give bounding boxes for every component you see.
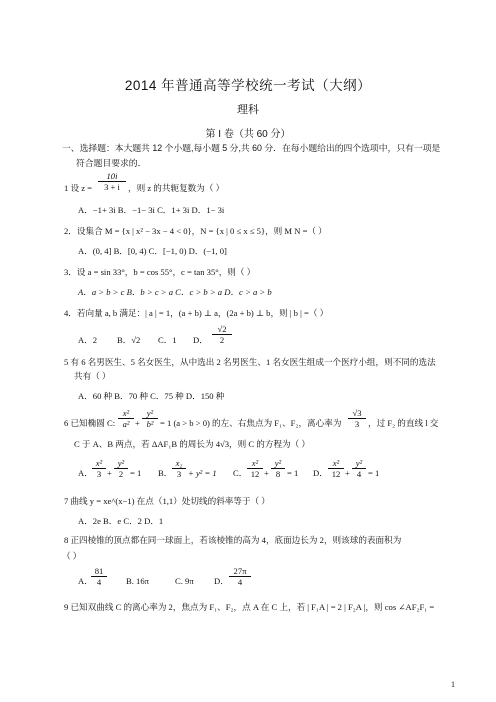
page-title: 2014 年普通高等学校统一考试（大纲） <box>124 78 372 93</box>
frac-num: y² <box>271 458 285 469</box>
frac-den: 4 <box>356 469 362 479</box>
q6-option-d-label: D． <box>313 468 328 478</box>
q1-stem-a: 1 设 z = <box>64 183 92 193</box>
q6-option-c-eq: = 1 <box>287 468 299 478</box>
q4-option-c: C．1 <box>158 335 177 345</box>
q7-options: A．2e B．e C．2 D．1 <box>78 516 164 526</box>
q1-frac-den: 3 + i <box>104 182 120 192</box>
frac-num: x₂ <box>172 458 186 469</box>
q6-option-b-tail: + y² = 1 <box>188 468 217 478</box>
frac-num: y² <box>114 458 128 469</box>
q4-d-num: √2 <box>212 324 232 335</box>
subject-label: 理科 <box>237 104 259 116</box>
q8-option-d-frac <box>229 566 251 587</box>
frac-den: 4 <box>96 577 102 587</box>
q6-ecc-frac <box>348 408 366 429</box>
q6-x-frac <box>118 408 134 429</box>
section-heading: 第 I 卷（共 60 分） <box>205 129 291 140</box>
q1-stem-b: ，则 z 的共轭复数为（ ） <box>128 183 225 193</box>
instructions-line-2: 符合题目要求的． <box>76 158 147 168</box>
q6-option-b-label: B． <box>158 468 173 478</box>
q6-option-c-frac-1 <box>247 458 263 479</box>
q6-option-c-label: C． <box>233 468 248 478</box>
q7-stem: 7 曲线 y = xe^(x−1) 在点（1,1）处切线的斜率等于（ ） <box>64 496 270 506</box>
q1-options: A．−1+ 3i B．−1− 3i C．1+ 3i D．1− 3i <box>78 205 225 215</box>
q6-y2: y² <box>142 408 158 419</box>
q8-option-a-label: A． <box>78 576 93 586</box>
frac-num: x² <box>92 458 106 469</box>
q8-stem: 8 正四棱锥的顶点都在同一球面上，若该棱锥的高为 4，底面边长为 2，则该球的表面积为 <box>64 535 402 545</box>
q6-option-d-frac-2 <box>352 458 366 479</box>
q4-stem: 4．若向量 a, b 满足：| a | = 1，(a + b) ⊥ a，(2a + b) ⊥ b，则 | b | =（ ） <box>64 308 329 318</box>
frac-num: x² <box>247 458 263 469</box>
q6-ecc-den: 3 <box>354 419 360 429</box>
q3-options: A．a > b > c B．b > c > a C．c > b > a D．c > a > b <box>78 287 272 297</box>
q8-stem-2: （ ） <box>62 551 82 561</box>
q6-stem-c: ，过 F₂ 的直线 l 交 <box>368 418 439 428</box>
q4-option-d-fraction <box>212 324 232 345</box>
q6-option-b-frac <box>172 458 186 479</box>
exam-page: 2014 年普通高等学校统一考试（大纲） 理科 第 I 卷（共 60 分） 一、选择题：本大题共 12 个小题,每小题 5 分,共 60 分．在每小题给出的四个选项中，只有一项是 符合题目要求的． 1 设 z = $\frac{10i}{3 + i}$ ，则 z 的共轭复数为（ ） A．−1+ 3i B．−1− 3i C．1+ 3i D．1− 3i 2．设集合 M = {x | x² − 3x − 4 < 0}，N = {x | 0 ≤ x ≤ 5}，则 M N =（ ） A．(0, 4] B．[0, 4) C．[−1, 0) D．(−1, 0] 3．设 a = sin 33°，b = cos 55°，c = tan 35°，则（ ） A．a > b > c B．b > c > a C．c > b > a D．c > a > b 4．若向量 a, b 满足：| a | = 1，(a + b) ⊥ a，(2a + b) ⊥ b，则 | b | =（ ） A．2 B．√2 C．1 D． $\frac{√2}{2}$ 5 有 6 名男医生、5 名女医生，从中选出 2 名男医生、1 名女医生组成一个医疗小组，则不同的选法 共有（ ） A．60 种 B．70 种 C．75 种 D．150 种 6 已知椭圆 C: $\frac{\text{x²}}{\text{a²}}$ + $\frac{\text{y²}}{\text{b²}}$ = 1 (a > b > 0) 的左、右焦点为 F₁、F₂，离心率为 $\frac{√3}{3}$ ，过 F₂ 的直线 l 交 C 于 A、B 两点，若 ΔAF₁B 的周长为 4√3，则 C 的方程为（ ） A． $\frac{\text{x²}}{3}$ + $\frac{\text{y²}}{2}$ = 1 B． $\frac{\text{x₂}}{3}$ + y² = 1 C． $\frac{\text{x²}}{12}$ + $\frac{\text{y²}}{8}$ = 1 D． $\frac{\text{x²}}{12}$ + $\frac{\text{y²}}{4}$ = 1 7 曲线 y = xe^(x−1) 在点（1,1）处切线的斜率等于（ ） A．2e B．e C．2 D．1 8 正四棱锥的顶点都在同一球面上，若该棱锥的高为 4，底面边长为 2，则该球的表面积为 （ ） A． $\frac{81}{4}$ B. 16π C. 9π D． $\frac{27\pi}{4}$ 9 已知双曲线 C 的离心率为 2，焦点为 F₁、F₂，点 A 在 C 上，若 | F₁A | = 2 | F₂A |，则 cos ∠AF₂F₁ = 1 <box>0 0 496 702</box>
q6-option-a-eq: = 1 <box>130 468 142 478</box>
frac-den: 3 <box>96 469 102 479</box>
q6-stem-b: = 1 (a > b > 0) 的左、右焦点为 F₁、F₂，离心率为 <box>160 418 342 428</box>
q1-frac-num: 10i <box>98 171 126 182</box>
q6-stem-2: C 于 A、B 两点，若 ΔAF₁B 的周长为 4√3，则 C 的方程为（ ） <box>74 439 310 449</box>
q6-option-c-frac-2 <box>271 458 285 479</box>
q8-option-c: C. 9π <box>175 576 194 586</box>
frac-den: 12 <box>250 469 260 479</box>
page-number: 1 <box>451 680 455 689</box>
frac-den: 8 <box>275 469 281 479</box>
q5-options: A．60 种 B．70 种 C．75 种 D．150 种 <box>78 391 225 401</box>
q2-options: A．(0, 4] B．[0, 4) C．[−1, 0) D．(−1, 0] <box>78 246 227 256</box>
q8-option-a-frac <box>91 566 107 587</box>
q5-stem-2: 共有（ ） <box>74 371 111 381</box>
q4-d-den: 2 <box>219 335 225 345</box>
frac-den: 12 <box>331 469 341 479</box>
q6-option-a-frac-1 <box>92 458 106 479</box>
q4-option-b: B．√2 <box>117 335 141 345</box>
frac-num: 27π <box>229 566 251 577</box>
q6-option-d-eq: = 1 <box>368 468 380 478</box>
q1-fraction <box>98 171 126 192</box>
q6-y-frac <box>142 408 158 429</box>
q8-option-b: B. 16π <box>126 576 149 586</box>
q3-stem: 3．设 a = sin 33°，b = cos 55°，c = tan 35°，则（ ） <box>64 267 256 277</box>
q6-a2: a² <box>122 419 130 429</box>
frac-num: 81 <box>91 566 107 577</box>
frac-den: 3 <box>176 469 182 479</box>
q4-option-d: D． <box>193 335 208 345</box>
q6-option-d-frac-1 <box>328 458 344 479</box>
q6-option-a-frac-2 <box>114 458 128 479</box>
frac-num: x² <box>328 458 344 469</box>
q8-option-d-label: D． <box>214 576 229 586</box>
q5-stem: 5 有 6 名男医生、5 名女医生，从中选出 2 名男医生、1 名女医生组成一个医疗小组，则不同的选法 <box>64 357 436 367</box>
q4-option-a: A．2 <box>78 335 98 345</box>
frac-den: 4 <box>237 577 243 587</box>
q6-ecc-num: √3 <box>348 408 366 419</box>
q9-stem: 9 已知双曲线 C 的离心率为 2，焦点为 F₁、F₂，点 A 在 C 上，若 | F₁A | = 2 | F₂A |，则 cos ∠AF₂F₁ = <box>64 602 435 612</box>
q6-option-a-label: A． <box>78 468 93 478</box>
q6-b2: b² <box>146 419 154 429</box>
q2-stem: 2．设集合 M = {x | x² − 3x − 4 < 0}，N = {x | 0 ≤ x ≤ 5}，则 M N =（ ） <box>64 226 327 236</box>
frac-num: y² <box>352 458 366 469</box>
instructions-line-1: 一、选择题：本大题共 12 个小题,每小题 5 分,共 60 分．在每小题给出的四个选项中，只有一项是 <box>62 143 441 153</box>
frac-den: 2 <box>118 469 124 479</box>
q6-stem-a: 6 已知椭圆 C: <box>64 418 116 428</box>
q6-x2: x² <box>118 408 134 419</box>
